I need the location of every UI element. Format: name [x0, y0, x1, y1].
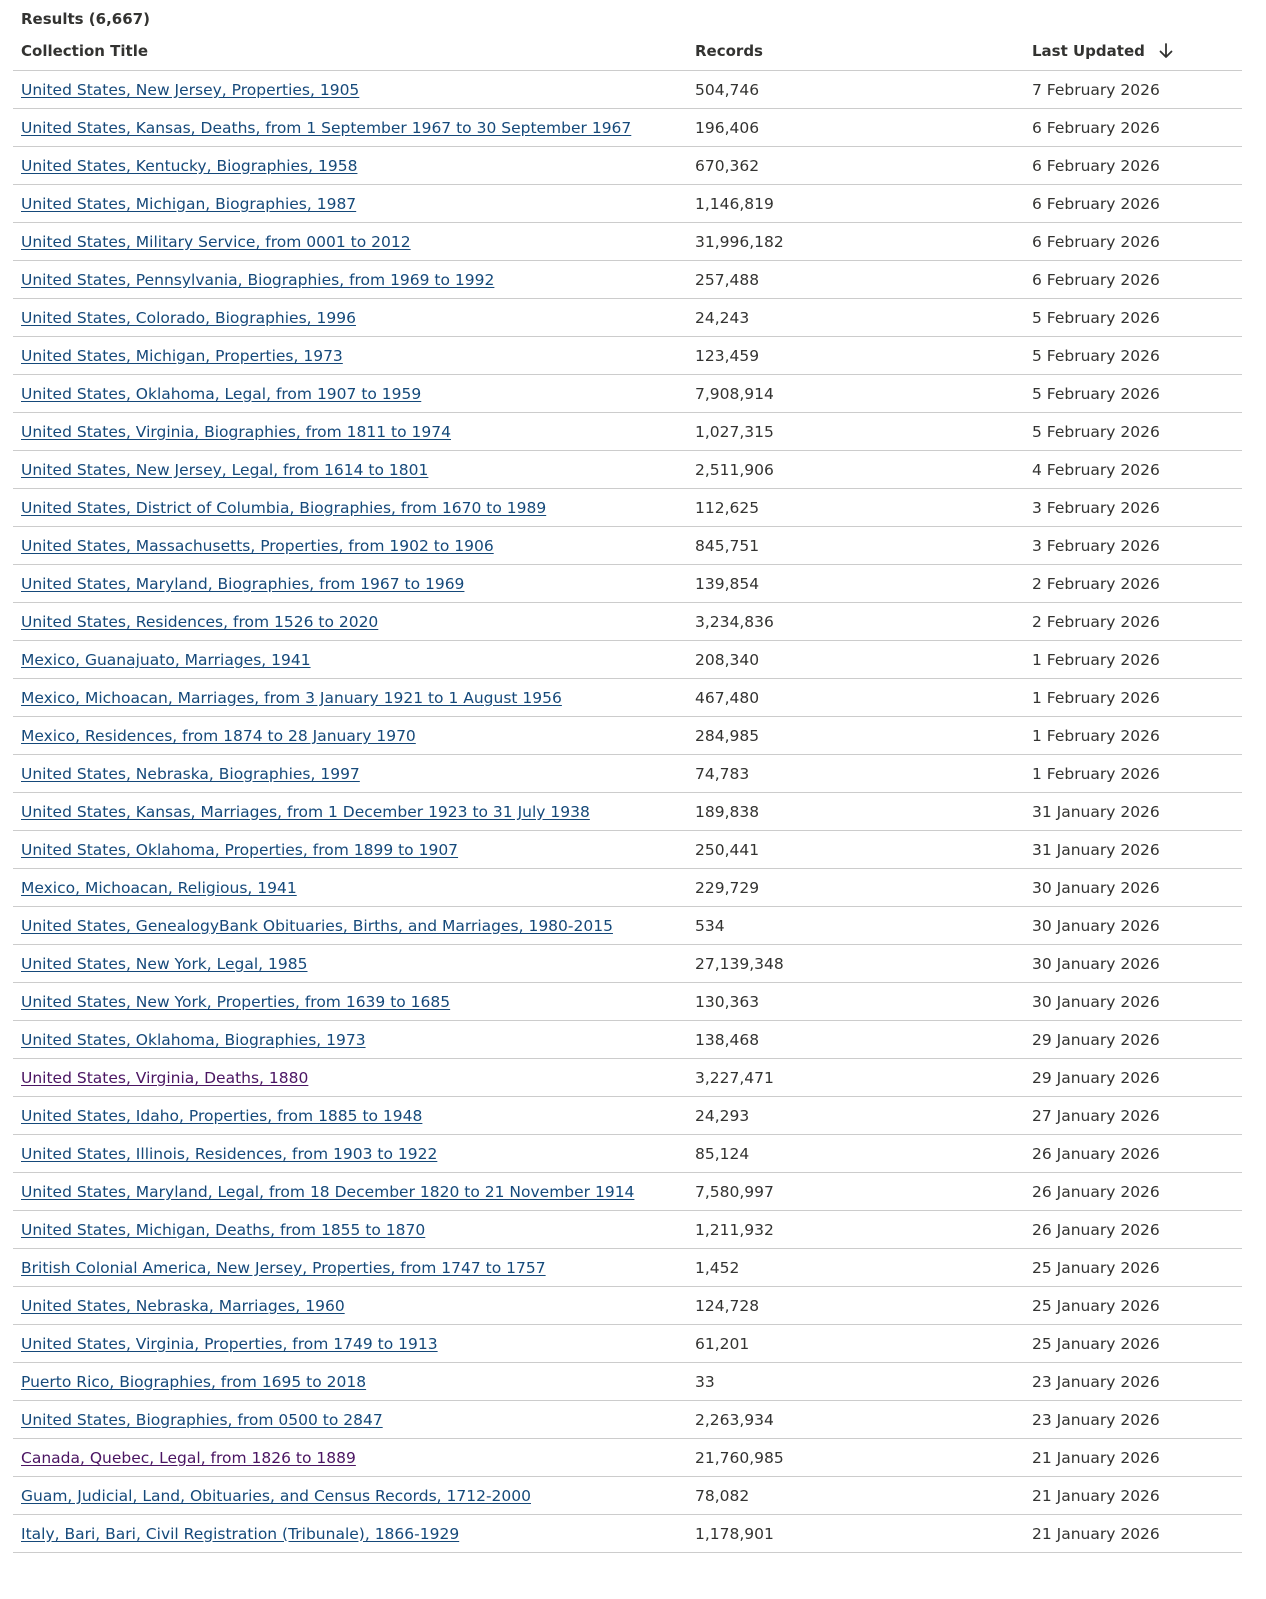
collection-title-cell [13, 1477, 687, 1515]
table-row [13, 641, 1242, 679]
records-count-cell: 3,234,836 [687, 603, 1024, 641]
collection-title-link[interactable]: United States, Michigan, Biographies, 1987 [21, 194, 357, 213]
collection-title-link[interactable]: United States, Illinois, Residences, from 1903 to 1922 [21, 1144, 438, 1163]
last-updated-cell: 26 January 2026 [1024, 1211, 1242, 1249]
records-count-cell: 139,854 [687, 565, 1024, 603]
table-header [13, 32, 1242, 71]
last-updated-cell: 5 February 2026 [1024, 299, 1242, 337]
arrow-down-icon [1157, 42, 1175, 60]
last-updated-cell: 30 January 2026 [1024, 869, 1242, 907]
table-row [13, 983, 1242, 1021]
table-row [13, 185, 1242, 223]
records-count-cell: 1,027,315 [687, 413, 1024, 451]
records-count-cell: 2,263,934 [687, 1401, 1024, 1439]
collection-title-cell [13, 337, 687, 375]
collection-title-cell [13, 1097, 687, 1135]
last-updated-cell: 3 February 2026 [1024, 489, 1242, 527]
table-row [13, 1173, 1242, 1211]
records-count-cell: 208,340 [687, 641, 1024, 679]
records-count-cell: 7,908,914 [687, 375, 1024, 413]
records-count-cell: 3,227,471 [687, 1059, 1024, 1097]
table-row [13, 375, 1242, 413]
table-row [13, 1515, 1242, 1553]
records-count-cell: 27,139,348 [687, 945, 1024, 983]
records-count-cell: 74,783 [687, 755, 1024, 793]
collection-title-cell [13, 603, 687, 641]
last-updated-cell: 5 February 2026 [1024, 337, 1242, 375]
table-row [13, 755, 1242, 793]
collection-title-cell [13, 451, 687, 489]
collection-title-link[interactable]: United States, Pennsylvania, Biographies, from 1969 to 1992 [21, 270, 495, 289]
table-row [13, 717, 1242, 755]
collection-title-cell [13, 1325, 687, 1363]
collection-title-cell [13, 375, 687, 413]
collection-title-link[interactable]: United States, New York, Properties, from 1639 to 1685 [21, 992, 451, 1011]
table-row [13, 793, 1242, 831]
records-count-cell: 124,728 [687, 1287, 1024, 1325]
collection-title-cell [13, 565, 687, 603]
collection-title-cell [13, 717, 687, 755]
last-updated-cell: 30 January 2026 [1024, 945, 1242, 983]
records-count-cell: 24,243 [687, 299, 1024, 337]
collection-title-cell [13, 1059, 687, 1097]
collection-title-link[interactable]: United States, Nebraska, Biographies, 1997 [21, 764, 360, 783]
table-row [13, 413, 1242, 451]
collection-title-cell [13, 1173, 687, 1211]
last-updated-cell: 5 February 2026 [1024, 413, 1242, 451]
column-header-last-updated [1024, 32, 1242, 71]
records-count-cell: 845,751 [687, 527, 1024, 565]
last-updated-cell: 4 February 2026 [1024, 451, 1242, 489]
table-row [13, 1135, 1242, 1173]
collection-title-link[interactable]: British Colonial America, New Jersey, Properties, from 1747 to 1757 [21, 1258, 546, 1277]
last-updated-cell: 21 January 2026 [1024, 1477, 1242, 1515]
collection-title-cell [13, 223, 687, 261]
records-count-cell: 504,746 [687, 71, 1024, 109]
records-count-cell: 61,201 [687, 1325, 1024, 1363]
records-count-cell: 196,406 [687, 109, 1024, 147]
collection-title-link[interactable]: United States, Military Service, from 0001 to 2012 [21, 232, 411, 251]
table-row [13, 869, 1242, 907]
table-row [13, 261, 1242, 299]
last-updated-cell: 6 February 2026 [1024, 109, 1242, 147]
records-count-cell: 24,293 [687, 1097, 1024, 1135]
collection-title-link[interactable]: United States, Kentucky, Biographies, 1958 [21, 156, 358, 175]
table-row [13, 1363, 1242, 1401]
table-row [13, 1325, 1242, 1363]
records-count-cell: 7,580,997 [687, 1173, 1024, 1211]
table-row [13, 1439, 1242, 1477]
last-updated-cell: 29 January 2026 [1024, 1059, 1242, 1097]
collection-title-link[interactable]: Canada, Quebec, Legal, from 1826 to 1889 [21, 1448, 356, 1467]
header-row [13, 32, 1242, 71]
records-count-cell: 130,363 [687, 983, 1024, 1021]
last-updated-cell: 25 January 2026 [1024, 1287, 1242, 1325]
collection-title-cell [13, 831, 687, 869]
table-row [13, 1097, 1242, 1135]
collection-title-cell [13, 983, 687, 1021]
table-row [13, 565, 1242, 603]
column-header-label: Collection Title [21, 42, 149, 60]
last-updated-cell: 23 January 2026 [1024, 1401, 1242, 1439]
collection-title-cell [13, 793, 687, 831]
column-header-label: Records [695, 42, 763, 60]
last-updated-cell: 30 January 2026 [1024, 983, 1242, 1021]
collection-title-link[interactable]: United States, Virginia, Biographies, from 1811 to 1974 [21, 422, 451, 441]
records-count-cell: 1,452 [687, 1249, 1024, 1287]
records-count-cell: 21,760,985 [687, 1439, 1024, 1477]
last-updated-cell: 27 January 2026 [1024, 1097, 1242, 1135]
last-updated-cell: 23 January 2026 [1024, 1363, 1242, 1401]
collection-title-cell [13, 489, 687, 527]
records-count-cell: 2,511,906 [687, 451, 1024, 489]
last-updated-cell: 2 February 2026 [1024, 565, 1242, 603]
last-updated-cell: 26 January 2026 [1024, 1135, 1242, 1173]
collection-title-link[interactable]: Mexico, Guanajuato, Marriages, 1941 [21, 650, 311, 669]
records-count-cell: 85,124 [687, 1135, 1024, 1173]
last-updated-cell: 1 February 2026 [1024, 755, 1242, 793]
collection-title-cell [13, 1515, 687, 1553]
collection-title-cell [13, 413, 687, 451]
records-count-cell: 138,468 [687, 1021, 1024, 1059]
table-row [13, 223, 1242, 261]
table-row [13, 489, 1242, 527]
last-updated-cell: 31 January 2026 [1024, 831, 1242, 869]
collection-title-cell [13, 1249, 687, 1287]
collection-title-link[interactable]: United States, Michigan, Properties, 1973 [21, 346, 343, 365]
column-header-collection-title [13, 32, 687, 71]
table-row [13, 527, 1242, 565]
last-updated-cell: 7 February 2026 [1024, 71, 1242, 109]
table-row [13, 831, 1242, 869]
collection-title-cell [13, 1135, 687, 1173]
records-count-cell: 78,082 [687, 1477, 1024, 1515]
collection-title-link[interactable]: United States, Biographies, from 0500 to 2847 [21, 1410, 383, 1429]
table-row [13, 147, 1242, 185]
table-row [13, 1401, 1242, 1439]
collection-title-cell [13, 1211, 687, 1249]
last-updated-cell: 1 February 2026 [1024, 679, 1242, 717]
collection-title-cell [13, 907, 687, 945]
table-row [13, 337, 1242, 375]
records-count-cell: 1,178,901 [687, 1515, 1024, 1553]
sort-by-last-updated-button[interactable] [1032, 42, 1175, 60]
table-row [13, 907, 1242, 945]
last-updated-cell: 26 January 2026 [1024, 1173, 1242, 1211]
table-row [13, 1021, 1242, 1059]
last-updated-cell: 6 February 2026 [1024, 147, 1242, 185]
records-count-cell: 123,459 [687, 337, 1024, 375]
records-count-cell: 250,441 [687, 831, 1024, 869]
records-count-cell: 670,362 [687, 147, 1024, 185]
collection-title-link[interactable]: United States, Michigan, Deaths, from 1855 to 1870 [21, 1220, 426, 1239]
table-row [13, 1249, 1242, 1287]
records-count-cell: 31,996,182 [687, 223, 1024, 261]
table-row [13, 71, 1242, 109]
last-updated-cell: 3 February 2026 [1024, 527, 1242, 565]
table-row [13, 1477, 1242, 1515]
collection-title-link[interactable]: United States, New Jersey, Legal, from 1614 to 1801 [21, 460, 429, 479]
records-count-cell: 229,729 [687, 869, 1024, 907]
collection-title-link[interactable]: United States, Kansas, Marriages, from 1 December 1923 to 31 July 1938 [21, 802, 590, 821]
collection-title-link[interactable]: United States, Maryland, Legal, from 18 December 1820 to 21 November 1914 [21, 1182, 635, 1201]
collection-title-link[interactable]: Puerto Rico, Biographies, from 1695 to 2018 [21, 1372, 367, 1391]
collection-title-link[interactable]: United States, Nebraska, Marriages, 1960 [21, 1296, 345, 1315]
records-count-cell: 467,480 [687, 679, 1024, 717]
collection-title-link[interactable]: United States, Idaho, Properties, from 1885 to 1948 [21, 1106, 423, 1125]
last-updated-cell: 25 January 2026 [1024, 1249, 1242, 1287]
collection-title-cell [13, 185, 687, 223]
collection-title-link[interactable]: Mexico, Residences, from 1874 to 28 January 1970 [21, 726, 416, 745]
collection-title-link[interactable]: United States, Kansas, Deaths, from 1 September 1967 to 30 September 1967 [21, 118, 632, 137]
records-count-cell: 112,625 [687, 489, 1024, 527]
collection-title-cell [13, 71, 687, 109]
collection-title-cell [13, 641, 687, 679]
last-updated-cell: 29 January 2026 [1024, 1021, 1242, 1059]
table-row [13, 1059, 1242, 1097]
collection-title-link[interactable]: United States, Oklahoma, Properties, from 1899 to 1907 [21, 840, 459, 859]
last-updated-cell: 21 January 2026 [1024, 1515, 1242, 1553]
collection-title-cell [13, 1287, 687, 1325]
collection-title-link[interactable]: United States, GenealogyBank Obituaries, Births, and Marriages, 1980-2015 [21, 916, 613, 935]
results-count: Results (6,667) [21, 10, 150, 28]
collection-title-link[interactable]: United States, New Jersey, Properties, 1905 [21, 80, 360, 99]
collection-title-link[interactable]: Mexico, Michoacan, Marriages, from 3 January 1921 to 1 August 1956 [21, 688, 562, 707]
collection-title-link[interactable]: United States, Colorado, Biographies, 1996 [21, 308, 356, 327]
collection-title-cell [13, 869, 687, 907]
last-updated-cell: 2 February 2026 [1024, 603, 1242, 641]
collection-title-link[interactable]: United States, District of Columbia, Biographies, from 1670 to 1989 [21, 498, 547, 517]
collection-title-cell [13, 261, 687, 299]
records-count-cell: 1,146,819 [687, 185, 1024, 223]
collection-title-link[interactable]: Italy, Bari, Bari, Civil Registration (Tribunale), 1866-1929 [21, 1524, 460, 1543]
collection-title-cell [13, 527, 687, 565]
collection-title-link[interactable]: United States, Oklahoma, Biographies, 1973 [21, 1030, 366, 1049]
collection-title-link[interactable]: United States, Oklahoma, Legal, from 1907 to 1959 [21, 384, 422, 403]
table-row [13, 299, 1242, 337]
collection-title-link[interactable]: United States, Maryland, Biographies, from 1967 to 1969 [21, 574, 465, 593]
collection-title-cell [13, 299, 687, 337]
collection-title-cell [13, 1439, 687, 1477]
table-row [13, 945, 1242, 983]
table-row [13, 603, 1242, 641]
last-updated-cell: 5 February 2026 [1024, 375, 1242, 413]
collection-title-cell [13, 1363, 687, 1401]
records-count-cell: 1,211,932 [687, 1211, 1024, 1249]
collection-title-link[interactable]: United States, New York, Legal, 1985 [21, 954, 308, 973]
table-row [13, 679, 1242, 717]
table-body [13, 71, 1242, 1553]
collection-title-cell [13, 147, 687, 185]
collection-title-cell [13, 679, 687, 717]
last-updated-cell: 25 January 2026 [1024, 1325, 1242, 1363]
last-updated-cell: 6 February 2026 [1024, 261, 1242, 299]
collection-title-cell [13, 755, 687, 793]
last-updated-cell: 1 February 2026 [1024, 717, 1242, 755]
table-row [13, 1211, 1242, 1249]
column-header-records [687, 32, 1024, 71]
collection-title-link[interactable]: United States, Virginia, Deaths, 1880 [21, 1068, 309, 1087]
records-count-cell: 33 [687, 1363, 1024, 1401]
collection-title-link[interactable]: Guam, Judicial, Land, Obituaries, and Census Records, 1712-2000 [21, 1486, 531, 1505]
last-updated-cell: 6 February 2026 [1024, 185, 1242, 223]
records-count-cell: 189,838 [687, 793, 1024, 831]
last-updated-cell: 30 January 2026 [1024, 907, 1242, 945]
collection-title-cell [13, 109, 687, 147]
records-count-cell: 257,488 [687, 261, 1024, 299]
collection-title-link[interactable]: Mexico, Michoacan, Religious, 1941 [21, 878, 297, 897]
table-row [13, 451, 1242, 489]
table-row [13, 1287, 1242, 1325]
records-count-cell: 534 [687, 907, 1024, 945]
collection-title-cell [13, 945, 687, 983]
column-header-label: Last Updated [1032, 42, 1145, 60]
last-updated-cell: 6 February 2026 [1024, 223, 1242, 261]
last-updated-cell: 21 January 2026 [1024, 1439, 1242, 1477]
collections-table [13, 32, 1242, 1553]
table-row [13, 109, 1242, 147]
collection-title-link[interactable]: United States, Massachusetts, Properties, from 1902 to 1906 [21, 536, 494, 555]
records-count-cell: 284,985 [687, 717, 1024, 755]
collection-title-link[interactable]: United States, Residences, from 1526 to 2020 [21, 612, 379, 631]
last-updated-cell: 1 February 2026 [1024, 641, 1242, 679]
collection-title-cell [13, 1401, 687, 1439]
last-updated-cell: 31 January 2026 [1024, 793, 1242, 831]
collection-title-cell [13, 1021, 687, 1059]
collection-title-link[interactable]: United States, Virginia, Properties, from 1749 to 1913 [21, 1334, 438, 1353]
